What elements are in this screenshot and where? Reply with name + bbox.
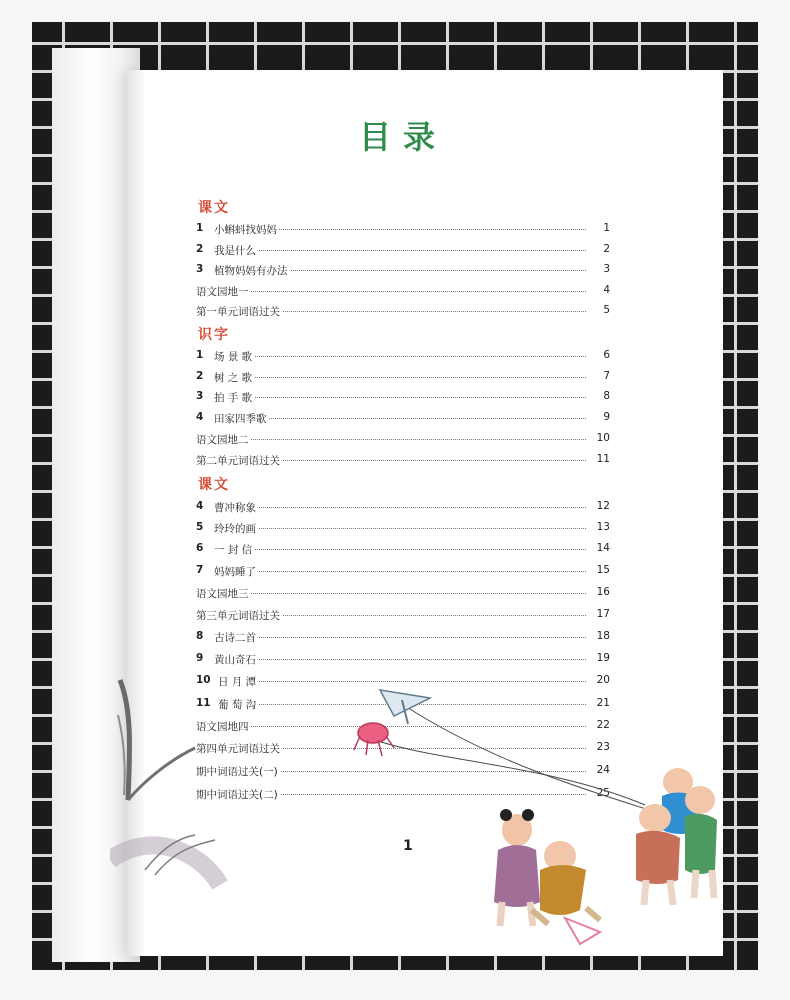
entry-number: 4 [196, 500, 204, 512]
entry-number: 2 [196, 370, 204, 382]
entry-page: 23 [594, 741, 610, 753]
dot-leader [220, 528, 586, 529]
entry-title: 第二单元词语过关 [196, 455, 280, 467]
section-heading-characters: 识字 [198, 327, 230, 343]
dot-leader [220, 356, 586, 357]
page-title: 目录 [359, 118, 448, 156]
entry-title: 树 之 歌 [214, 372, 253, 384]
entry-title: 日 月 潭 [218, 676, 257, 688]
entry-page: 8 [600, 390, 610, 402]
toc-entry[interactable] [196, 222, 610, 238]
section-heading-lessons-1: 课文 [198, 200, 230, 216]
entry-page: 12 [594, 500, 610, 512]
entry-number: 1 [196, 349, 204, 361]
entry-title: 场 景 歌 [214, 351, 253, 363]
toc-entry[interactable] [196, 411, 610, 427]
dot-leader [220, 439, 586, 440]
entry-number: 8 [196, 630, 204, 642]
entry-title: 语文园地一 [196, 286, 249, 298]
entry-page: 2 [600, 243, 610, 255]
entry-title: 小蝌蚪找妈妈 [214, 224, 277, 236]
entry-number: 10 [196, 674, 211, 686]
entry-title: 葡 萄 沟 [218, 699, 257, 711]
dot-leader [220, 507, 586, 508]
entry-page: 18 [594, 630, 610, 642]
child-left [494, 809, 540, 926]
entry-number: 9 [196, 652, 204, 664]
section-heading-lessons-2: 课文 [198, 477, 230, 493]
entry-title: 田家四季歌 [214, 413, 267, 425]
dot-leader [220, 659, 586, 660]
entry-page: 20 [594, 674, 610, 686]
toc-entry[interactable] [196, 349, 610, 365]
entry-title: 一 封 信 [214, 544, 253, 556]
toc-entry[interactable] [196, 542, 610, 558]
kite-strings [375, 706, 665, 815]
toc-entry[interactable] [196, 390, 610, 406]
entry-title: 第一单元词语过关 [196, 306, 280, 318]
entry-number: 7 [196, 564, 204, 576]
entry-page: 19 [594, 652, 610, 664]
entry-page: 3 [600, 263, 610, 275]
entry-number: 5 [196, 521, 204, 533]
toc-entry[interactable] [196, 284, 610, 300]
dot-leader [220, 397, 586, 398]
toc-entry[interactable] [196, 432, 610, 448]
entry-title: 期中词语过关(二) [196, 789, 278, 801]
entry-page: 21 [594, 697, 610, 709]
entry-page: 1 [600, 222, 610, 234]
entry-title: 期中词语过关(一) [196, 766, 278, 778]
entry-title: 植物妈妈有办法 [214, 265, 288, 277]
grid-line [734, 22, 737, 970]
children-right-group [636, 768, 717, 905]
toc-entry[interactable] [196, 243, 610, 259]
entry-title: 第四单元词语过关 [196, 743, 280, 755]
entry-page: 4 [600, 284, 610, 296]
toc-entry[interactable] [196, 370, 610, 386]
toc-entry[interactable] [196, 263, 610, 279]
entry-title: 语文园地二 [196, 434, 249, 446]
dot-leader [220, 418, 586, 419]
entry-page: 22 [594, 719, 610, 731]
entry-number: 2 [196, 243, 204, 255]
page-number: 1 [403, 838, 413, 854]
entry-page: 11 [594, 453, 610, 465]
children-kite-illustration [110, 670, 725, 950]
dragonfly-kite [380, 690, 430, 724]
entry-title: 玲玲的画 [214, 523, 256, 535]
toc-entry[interactable] [196, 500, 610, 516]
entry-page: 6 [600, 349, 610, 361]
entry-page: 14 [594, 542, 610, 554]
toc-entry[interactable] [196, 453, 610, 469]
entry-page: 7 [600, 370, 610, 382]
dot-leader [220, 571, 586, 572]
entry-title: 古诗二首 [214, 632, 256, 644]
entry-number: 4 [196, 411, 204, 423]
toc-entry[interactable] [196, 564, 610, 580]
grid-line [32, 42, 758, 45]
entry-title: 曹冲称象 [214, 502, 256, 514]
entry-title: 妈妈睡了 [214, 566, 256, 578]
entry-number: 3 [196, 263, 204, 275]
dot-leader [220, 291, 586, 292]
toc-entry[interactable] [196, 652, 610, 668]
entry-title: 语文园地四 [196, 721, 249, 733]
dot-leader [220, 250, 586, 251]
entry-page: 13 [594, 521, 610, 533]
dot-leader [220, 377, 586, 378]
entry-page: 16 [594, 586, 610, 598]
entry-page: 10 [594, 432, 610, 444]
entry-number: 1 [196, 222, 204, 234]
child-middle [532, 841, 600, 944]
toc-entry[interactable] [196, 304, 610, 320]
dot-leader [220, 637, 586, 638]
dot-leader [220, 549, 586, 550]
pink-kite [354, 723, 394, 756]
willow-tree-painting [110, 680, 220, 885]
entry-title: 黄山奇石 [214, 654, 256, 666]
entry-number: 11 [196, 697, 211, 709]
entry-page: 15 [594, 564, 610, 576]
entry-page: 9 [600, 411, 610, 423]
entry-title: 我是什么 [214, 245, 256, 257]
entry-page: 5 [600, 304, 610, 316]
toc-entry[interactable] [196, 521, 610, 537]
toc-entry[interactable] [196, 608, 610, 624]
toc-entry[interactable] [196, 630, 610, 646]
entry-title: 拍 手 歌 [214, 392, 253, 404]
entry-page: 24 [594, 764, 610, 776]
entry-title: 语文园地三 [196, 588, 249, 600]
entry-title: 第三单元词语过关 [196, 610, 280, 622]
entry-page: 25 [594, 787, 610, 799]
dot-leader [220, 593, 586, 594]
entry-page: 17 [594, 608, 610, 620]
entry-number: 3 [196, 390, 204, 402]
entry-number: 6 [196, 542, 204, 554]
toc-entry[interactable] [196, 586, 610, 602]
